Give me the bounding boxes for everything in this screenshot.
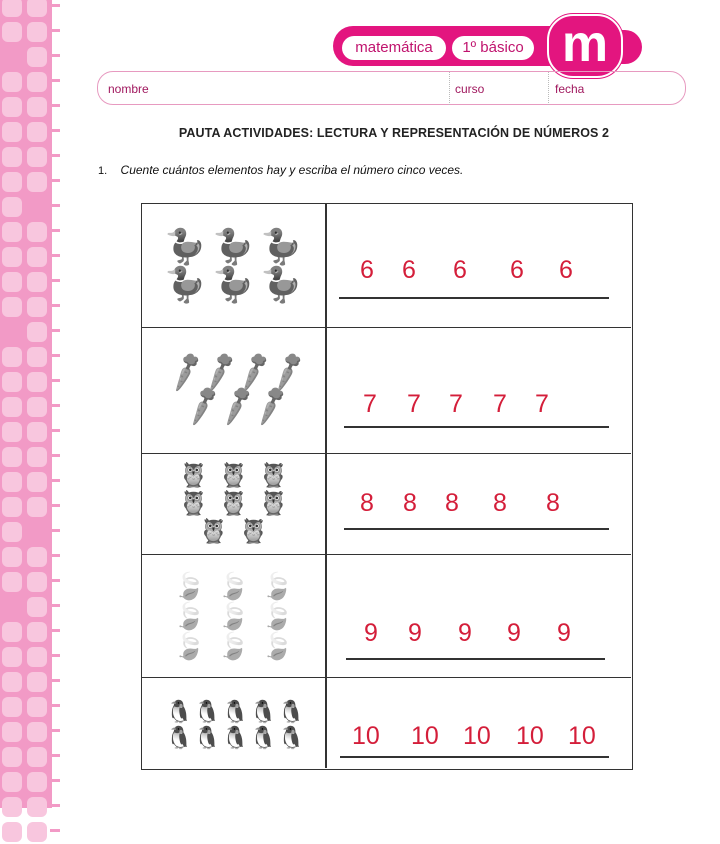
leaf-icon: 🍃 — [173, 571, 206, 601]
leaf-icon: 🍃 — [261, 571, 294, 601]
leaf-icon — [142, 555, 325, 677]
answer-digit: 7 — [493, 390, 507, 418]
puffin-icon: 🐧 — [221, 724, 249, 750]
strip-row — [0, 644, 52, 669]
strip-square — [27, 47, 47, 67]
strip-notch — [50, 594, 60, 619]
strip-square — [2, 672, 22, 692]
duck-icon: 🦆 — [260, 227, 303, 266]
strip-notch — [50, 719, 60, 744]
answer-line — [344, 528, 609, 530]
strip-notch — [50, 744, 60, 769]
strip-square — [2, 147, 22, 167]
duck-icon: 🦆 — [212, 265, 255, 304]
divider — [548, 72, 549, 105]
strip-square — [2, 597, 22, 617]
strip-square — [2, 347, 22, 367]
strip-square — [2, 522, 22, 542]
answer-digit: 10 — [516, 722, 544, 750]
strip-square — [2, 297, 22, 317]
owl-icon: 🦉 — [238, 518, 269, 545]
divider — [449, 72, 450, 105]
strip-square — [27, 322, 47, 342]
strip-row — [0, 494, 52, 519]
strip-row — [0, 694, 52, 719]
answer-digit: 7 — [535, 390, 549, 418]
answer-digit: 6 — [402, 256, 416, 284]
strip-row — [0, 444, 52, 469]
leaf-icon: 🍃 — [173, 601, 206, 631]
grade-pill: 1º básico — [452, 36, 534, 60]
logo-m-icon: m — [547, 14, 623, 78]
strip-square — [27, 197, 47, 217]
strip-notch — [50, 244, 60, 269]
strip-row — [0, 819, 52, 844]
leaf-icon: 🍃 — [217, 601, 250, 631]
strip-square — [2, 647, 22, 667]
strip-notch — [50, 444, 60, 469]
strip-square — [2, 747, 22, 767]
answer-digit: 9 — [557, 619, 571, 647]
strip-square — [2, 47, 22, 67]
strip-row — [0, 569, 52, 594]
strip-square — [2, 622, 22, 642]
strip-square — [2, 0, 22, 17]
answer-digit: 7 — [363, 390, 377, 418]
strip-notch — [50, 669, 60, 694]
strip-notch — [50, 519, 60, 544]
strip-notch — [50, 319, 60, 344]
strip-square — [2, 772, 22, 792]
owl-icon: 🦉 — [198, 518, 229, 545]
table-row — [142, 204, 631, 328]
strip-row — [0, 169, 52, 194]
leaf-icon: 🍃 — [173, 631, 206, 661]
puffin-icon: 🐧 — [277, 724, 305, 750]
strip-row — [0, 719, 52, 744]
duck-icon: 🦆 — [212, 227, 255, 266]
strip-row — [0, 19, 52, 44]
strip-square — [27, 22, 47, 42]
strip-square — [27, 647, 47, 667]
answer-digit: 6 — [453, 256, 467, 284]
table-row — [142, 678, 631, 771]
answer-digit: 9 — [408, 619, 422, 647]
carrot-icon — [142, 328, 325, 453]
carrot-icon: 🥕 — [212, 382, 261, 429]
strip-notch — [50, 694, 60, 719]
strip-row — [0, 369, 52, 394]
answer-digit: 9 — [507, 619, 521, 647]
date-field-label[interactable]: fecha — [555, 82, 585, 96]
answer-digit: 7 — [407, 390, 421, 418]
answer-line — [340, 756, 609, 758]
puffin-icon: 🐧 — [277, 698, 305, 724]
strip-square — [27, 597, 47, 617]
course-field-label[interactable]: curso — [455, 82, 485, 96]
strip-square — [2, 372, 22, 392]
strip-row — [0, 394, 52, 419]
strip-square — [27, 222, 47, 242]
strip-pattern — [0, 0, 52, 844]
strip-notch — [50, 269, 60, 294]
owl-icon — [142, 454, 325, 554]
strip-square — [2, 122, 22, 142]
answer-cell[interactable] — [327, 555, 631, 677]
answer-digit: 8 — [360, 489, 374, 517]
strip-row — [0, 244, 52, 269]
strip-row — [0, 194, 52, 219]
strip-row — [0, 769, 52, 794]
carrot-icon: 🥕 — [263, 348, 312, 395]
instruction-text: Cuente cuántos elementos hay y escriba el número cinco veces. — [120, 163, 464, 177]
strip-square — [2, 272, 22, 292]
strip-square — [27, 622, 47, 642]
strip-notch — [50, 344, 60, 369]
student-info-row — [97, 71, 686, 105]
answer-digit: 10 — [463, 722, 491, 750]
answer-cell[interactable] — [327, 204, 631, 327]
strip-square — [2, 422, 22, 442]
owl-icon: 🦉 — [258, 462, 289, 489]
owl-icon: 🦉 — [258, 490, 289, 517]
strip-notch — [50, 419, 60, 444]
strip-notch — [50, 69, 60, 94]
strip-notch — [50, 219, 60, 244]
strip-notch — [50, 394, 60, 419]
puffin-icon — [142, 678, 325, 771]
strip-square — [27, 72, 47, 92]
strip-square — [27, 247, 47, 267]
carrot-icon: 🥕 — [178, 382, 227, 429]
strip-square — [27, 0, 47, 17]
puffin-icon: 🐧 — [249, 724, 277, 750]
strip-square — [27, 822, 47, 842]
answer-digit: 10 — [352, 722, 380, 750]
strip-square — [27, 472, 47, 492]
strip-square — [2, 472, 22, 492]
strip-notch — [50, 169, 60, 194]
strip-row — [0, 344, 52, 369]
strip-notch — [50, 544, 60, 569]
table-row — [142, 454, 631, 555]
strip-row — [0, 419, 52, 444]
strip-notch — [50, 469, 60, 494]
answer-line — [346, 658, 605, 660]
strip-notch — [50, 569, 60, 594]
strip-square — [2, 697, 22, 717]
answer-digit: 10 — [568, 722, 596, 750]
strip-square — [27, 697, 47, 717]
strip-square — [2, 322, 22, 342]
strip-square — [2, 497, 22, 517]
strip-square — [2, 572, 22, 592]
strip-square — [2, 447, 22, 467]
puffin-icon: 🐧 — [193, 724, 221, 750]
strip-row — [0, 669, 52, 694]
strip-notch — [50, 94, 60, 119]
strip-row — [0, 69, 52, 94]
strip-row — [0, 119, 52, 144]
answer-digit: 8 — [445, 489, 459, 517]
strip-square — [2, 397, 22, 417]
strip-square — [2, 222, 22, 242]
instruction — [98, 163, 463, 177]
carrot-icon: 🥕 — [161, 348, 210, 395]
strip-notch — [50, 794, 60, 819]
strip-row — [0, 519, 52, 544]
strip-square — [2, 72, 22, 92]
strip-square — [27, 572, 47, 592]
answer-digit: 9 — [458, 619, 472, 647]
carrot-icon: 🥕 — [246, 382, 295, 429]
strip-notch — [50, 769, 60, 794]
owl-icon: 🦉 — [218, 490, 249, 517]
duck-icon: 🦆 — [164, 227, 207, 266]
strip-notch — [50, 194, 60, 219]
answer-digit: 8 — [546, 489, 560, 517]
strip-square — [27, 297, 47, 317]
carrot-icon: 🥕 — [229, 348, 278, 395]
strip-square — [2, 722, 22, 742]
strip-square — [27, 347, 47, 367]
strip-square — [2, 797, 22, 817]
strip-square — [27, 147, 47, 167]
decorative-side-strip — [0, 0, 52, 808]
answer-digit: 9 — [364, 619, 378, 647]
strip-square — [27, 172, 47, 192]
duck-icon: 🦆 — [164, 265, 207, 304]
strip-row — [0, 794, 52, 819]
puffin-icon: 🐧 — [221, 698, 249, 724]
strip-square — [27, 397, 47, 417]
puffin-icon: 🐧 — [165, 724, 193, 750]
puffin-icon: 🐧 — [165, 698, 193, 724]
strip-square — [27, 772, 47, 792]
counting-table — [141, 203, 633, 770]
strip-notch — [50, 144, 60, 169]
answer-digit: 6 — [559, 256, 573, 284]
strip-notch — [50, 369, 60, 394]
strip-square — [2, 547, 22, 567]
strip-square — [27, 797, 47, 817]
strip-row — [0, 594, 52, 619]
owl-icon: 🦉 — [178, 490, 209, 517]
duck-icon — [142, 204, 325, 327]
strip-notch — [50, 19, 60, 44]
leaf-icon: 🍃 — [261, 601, 294, 631]
answer-line — [339, 297, 609, 299]
answer-digit: 7 — [449, 390, 463, 418]
strip-row — [0, 319, 52, 344]
strip-square — [27, 447, 47, 467]
strip-row — [0, 469, 52, 494]
strip-square — [27, 97, 47, 117]
strip-notches — [50, 0, 60, 844]
strip-square — [2, 22, 22, 42]
strip-row — [0, 94, 52, 119]
table-row — [142, 328, 631, 454]
strip-notch — [50, 644, 60, 669]
puffin-icon: 🐧 — [249, 698, 277, 724]
duck-icon: 🦆 — [260, 265, 303, 304]
carrot-icon: 🥕 — [195, 348, 244, 395]
strip-square — [27, 422, 47, 442]
strip-square — [27, 272, 47, 292]
strip-square — [2, 822, 22, 842]
leaf-icon: 🍃 — [217, 631, 250, 661]
strip-row — [0, 219, 52, 244]
answer-cell[interactable] — [327, 454, 631, 554]
strip-square — [27, 547, 47, 567]
strip-square — [27, 672, 47, 692]
strip-square — [2, 197, 22, 217]
answer-digit: 6 — [510, 256, 524, 284]
answer-digit: 6 — [360, 256, 374, 284]
strip-notch — [50, 294, 60, 319]
strip-row — [0, 544, 52, 569]
subject-pill: matemática — [342, 36, 446, 60]
strip-row — [0, 294, 52, 319]
strip-notch — [50, 494, 60, 519]
table-row — [142, 555, 631, 678]
leaf-icon: 🍃 — [261, 631, 294, 661]
strip-notch — [50, 619, 60, 644]
answer-line — [344, 426, 609, 428]
strip-square — [27, 747, 47, 767]
strip-notch — [50, 0, 60, 19]
name-field-label[interactable]: nombre — [108, 82, 149, 96]
strip-notch — [50, 44, 60, 69]
answer-cell[interactable] — [327, 328, 631, 453]
owl-icon: 🦉 — [178, 462, 209, 489]
answer-cell[interactable] — [327, 678, 631, 771]
leaf-icon: 🍃 — [217, 571, 250, 601]
instruction-number: 1. — [98, 165, 108, 177]
strip-square — [27, 372, 47, 392]
strip-square — [2, 97, 22, 117]
strip-square — [2, 172, 22, 192]
owl-icon: 🦉 — [218, 462, 249, 489]
strip-row — [0, 269, 52, 294]
worksheet-title: PAUTA ACTIVIDADES: LECTURA Y REPRESENTACIÓN DE NÚMEROS 2 — [178, 126, 610, 140]
strip-row — [0, 144, 52, 169]
strip-square — [2, 247, 22, 267]
strip-square — [27, 522, 47, 542]
strip-row — [0, 744, 52, 769]
strip-row — [0, 0, 52, 19]
answer-digit: 8 — [403, 489, 417, 517]
strip-notch — [50, 119, 60, 144]
strip-square — [27, 122, 47, 142]
answer-digit: 8 — [493, 489, 507, 517]
strip-square — [27, 497, 47, 517]
strip-square — [27, 722, 47, 742]
strip-notch — [50, 819, 60, 844]
puffin-icon: 🐧 — [193, 698, 221, 724]
strip-row — [0, 619, 52, 644]
strip-row — [0, 44, 52, 69]
answer-digit: 10 — [411, 722, 439, 750]
